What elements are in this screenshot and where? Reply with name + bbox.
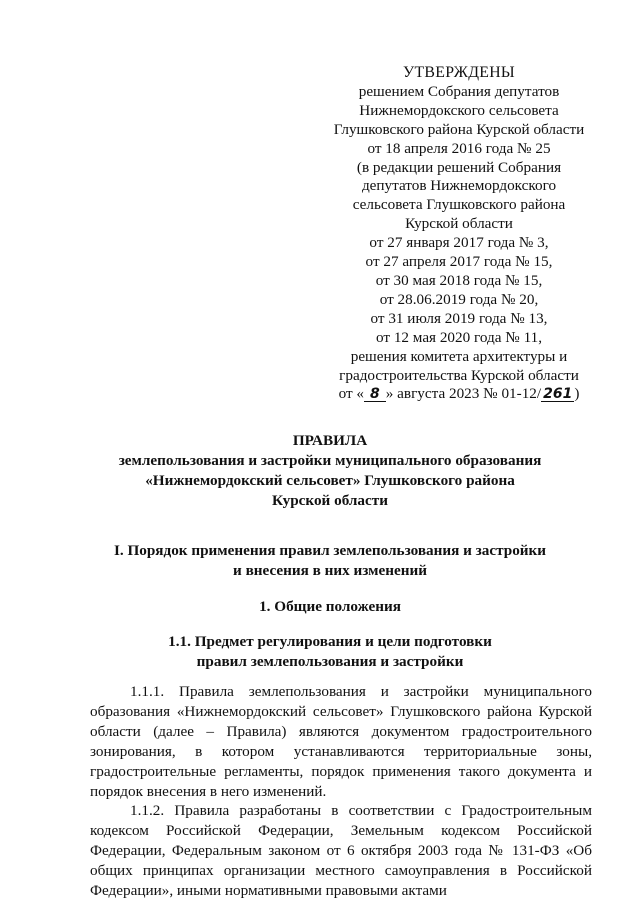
approval-date-middle: » августа 2023 № 01-12/ (385, 385, 542, 403)
approval-date-suffix: ) (574, 385, 580, 403)
approval-line: сельсовета Глушковского района (352, 196, 566, 214)
approval-line: (в редакции решений Собрания (356, 158, 562, 176)
chapter-heading (60, 597, 600, 617)
approval-line: от 27 января 2017 года № 3, (369, 234, 549, 252)
section-heading-line: и внесения в них изменений (233, 561, 427, 579)
section-heading (60, 541, 600, 580)
handwritten-number: 261 (543, 386, 573, 403)
paragraph: 1.1.2. Правила разработаны в соответствии с Градостроительным кодексом Российской Федерации, Земельным кодексом Российской Федерации, Федеральным законом от 6 октября 2003 года № 131-ФЗ «Об общих принципах организации местного самоуправления в Российской Федерации», иными нормативными правовыми актами (90, 802, 592, 900)
rules-title-main: ПРАВИЛА (292, 432, 368, 449)
approval-line: решением Собрания депутатов (358, 82, 560, 100)
body-text (90, 682, 592, 901)
approval-line: от 28.06.2019 года № 20, (379, 290, 539, 308)
rules-title-line: «Нижнемордокский сельсовет» Глушковского района (145, 472, 515, 489)
rules-title (60, 431, 600, 511)
approval-line: от 12 мая 2020 года № 11, (376, 328, 542, 346)
section-heading-line: I. Порядок применения правил землепользования и застройки (113, 542, 547, 559)
approval-line: от 27 апреля 2017 года № 15, (365, 253, 553, 271)
approval-date-line (318, 385, 600, 404)
approval-title: УТВЕРЖДЕНЫ (402, 64, 515, 81)
approval-line: градостроительства Курской области (339, 366, 579, 384)
subsection-heading (60, 632, 600, 671)
handwritten-day: 8 (364, 387, 386, 402)
subsection-heading-line: правил землепользования и застройки (196, 652, 464, 670)
subsection-heading-line: 1.1. Предмет регулирования и цели подготовки (168, 633, 492, 650)
approval-line: решения комитета архитектуры и (350, 347, 568, 365)
approval-block (318, 64, 600, 404)
approval-line: от 18 апреля 2016 года № 25 (367, 139, 551, 157)
rules-title-line: землепользования и застройки муниципального образования (118, 452, 542, 469)
approval-line: Курской области (405, 215, 513, 233)
approval-line: Нижнемордокского сельсовета (359, 101, 559, 119)
approval-line: от 30 мая 2018 года № 15, (375, 271, 543, 289)
approval-date-prefix: от « (338, 385, 365, 403)
paragraph: 1.1.1. Правила землепользования и застройки муниципального образования «Нижнемордокский сельсовет» Глушковского района Курской области (далее – Правила) являются документом градостроительного зонирования, в котором устанавливаются территориальные зоны, градостроительные регламенты, порядок применения такого документа и порядок внесения в него изменений. (90, 683, 592, 800)
approval-line: Глушковского района Курской области (333, 120, 585, 138)
approval-line: депутатов Нижнемордокского (361, 177, 557, 195)
approval-line: от 31 июля 2019 года № 13, (370, 309, 548, 327)
chapter-heading-text: 1. Общие положения (259, 598, 401, 615)
rules-title-line: Курской области (272, 492, 388, 509)
